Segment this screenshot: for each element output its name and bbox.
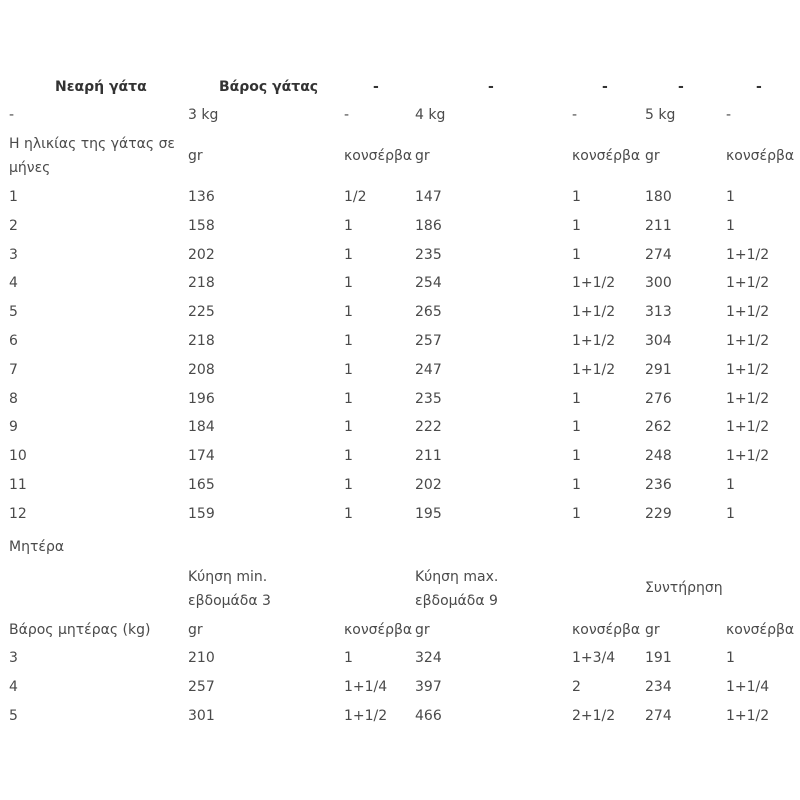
mother-row-cell: 234: [645, 679, 672, 695]
kitten-row-cell: 1: [344, 390, 353, 407]
mother-row-cell: 5: [9, 708, 18, 724]
kitten-row-cell: 1: [572, 390, 581, 407]
kitten-row-cell: 159: [188, 505, 215, 522]
kitten-row-cell: 3: [9, 246, 18, 263]
kitten-row-cell: 248: [645, 448, 672, 465]
kitten-row-cell: 265: [415, 304, 442, 321]
kitten-row-cell: 2: [9, 217, 18, 234]
phase-label: Συντήρηση: [645, 580, 723, 596]
kitten-row-cell: 202: [188, 246, 215, 263]
kitten-row-cell: 1: [572, 419, 581, 436]
kitten-row-cell: 211: [415, 448, 442, 465]
kitten-row-cell: 1: [344, 246, 353, 263]
kitten-row-cell: 180: [645, 189, 672, 205]
mother-weight-label: Βάρος μητέρας (kg): [9, 622, 151, 638]
unit-label: gr: [188, 622, 203, 638]
mother-row-cell: 274: [645, 708, 672, 724]
weights-cell: -: [572, 107, 578, 123]
weights-cell: 5 kg: [645, 107, 676, 123]
mother-row-cell: 1+1/4: [726, 679, 770, 695]
kitten-row-cell: 1+1/2: [726, 304, 770, 321]
kitten-row-cell: 7: [9, 361, 18, 378]
kitten-row-cell: 1: [572, 477, 581, 493]
kitten-row-cell: 1+1/2: [726, 390, 770, 407]
kitten-row-cell: 1+1/2: [726, 246, 770, 263]
kitten-row-cell: 1: [344, 419, 353, 436]
unit-label: gr: [645, 622, 660, 638]
weights-cell: -: [9, 107, 15, 123]
mother-row-cell: 1: [726, 650, 735, 666]
weights-cell: 3 kg: [188, 107, 219, 123]
kitten-row-cell: 1: [572, 448, 581, 465]
kitten-row-cell: 11: [9, 477, 27, 493]
unit-label: gr: [415, 148, 430, 164]
unit-label: κονσέρβα: [572, 622, 641, 638]
kitten-row-cell: 174: [188, 448, 215, 465]
kitten-row-cell: 304: [645, 333, 672, 349]
kitten-row-cell: 1: [572, 505, 581, 522]
unit-label: κονσέρβα: [726, 148, 795, 164]
kitten-row-cell: 229: [645, 505, 672, 522]
kitten-row-cell: 257: [415, 333, 442, 349]
mother-row-cell: 3: [9, 650, 18, 666]
kitten-row-cell: 313: [645, 304, 672, 321]
header-dash: -: [373, 79, 379, 95]
kitten-row-cell: 1+1/2: [572, 304, 616, 321]
kitten-row-cell: 236: [645, 477, 672, 493]
kitten-row-cell: 1: [344, 505, 353, 522]
header-dash: -: [602, 79, 608, 95]
kitten-row-cell: 1: [344, 448, 353, 465]
kitten-row-cell: 247: [415, 361, 442, 378]
kitten-row-cell: 1: [344, 361, 353, 378]
kitten-row-cell: 6: [9, 333, 18, 349]
phase-label: Κύηση max. εβδομάδα 9: [415, 569, 499, 609]
kitten-row-cell: 211: [645, 217, 672, 234]
age-months-label: Η ηλικίας της γάτας σε μήνες: [9, 136, 176, 176]
mother-row-cell: 1+1/2: [726, 708, 770, 724]
kitten-row-cell: 1+1/2: [572, 361, 616, 378]
kitten-row-cell: 1: [726, 217, 735, 234]
kitten-row-cell: 222: [415, 419, 442, 436]
unit-label: gr: [645, 148, 660, 164]
mother-row-cell: 2: [572, 679, 581, 695]
kitten-row-cell: 262: [645, 419, 672, 436]
kitten-row-cell: 1: [726, 505, 735, 522]
kitten-row-cell: 1: [726, 477, 735, 493]
header-young-cat: Νεαρή γάτα: [55, 79, 147, 95]
kitten-row-cell: 136: [188, 189, 215, 205]
header-cat-weight: Βάρος γάτας: [219, 79, 319, 95]
header-dash: -: [678, 79, 684, 95]
kitten-row-cell: 158: [188, 217, 215, 234]
unit-label: κονσέρβα: [726, 622, 795, 638]
header-dash: -: [756, 79, 762, 95]
kitten-row-cell: 4: [9, 275, 18, 292]
kitten-row-cell: 10: [9, 448, 27, 465]
kitten-row-cell: 1+1/2: [572, 333, 616, 349]
mother-row-cell: 1+3/4: [572, 650, 616, 666]
kitten-row-cell: 1+1/2: [726, 448, 770, 465]
mother-row-cell: 210: [188, 650, 215, 666]
kitten-row-cell: 274: [645, 246, 672, 263]
kitten-row-cell: 235: [415, 246, 442, 263]
kitten-row-cell: 1+1/2: [726, 333, 770, 349]
kitten-row-cell: 208: [188, 361, 215, 378]
mother-row-cell: 1+1/2: [344, 708, 388, 724]
kitten-row-cell: 195: [415, 505, 442, 522]
kitten-row-cell: 165: [188, 477, 215, 493]
mother-row-cell: 2+1/2: [572, 708, 616, 724]
header-dash: -: [488, 79, 494, 95]
unit-label: κονσέρβα: [344, 622, 413, 638]
mother-row-cell: 257: [188, 679, 215, 695]
kitten-row-cell: 225: [188, 304, 215, 321]
kitten-row-cell: 184: [188, 419, 215, 436]
kitten-row-cell: 1: [572, 246, 581, 263]
mother-row-cell: 466: [415, 708, 442, 724]
kitten-row-cell: 1/2: [344, 189, 367, 205]
unit-label: gr: [415, 622, 430, 638]
kitten-row-cell: 235: [415, 390, 442, 407]
mother-row-cell: 324: [415, 650, 442, 666]
unit-label: gr: [188, 148, 203, 164]
kitten-row-cell: 1+1/2: [572, 275, 616, 292]
mother-row-cell: 397: [415, 679, 442, 695]
kitten-row-cell: 147: [415, 189, 442, 205]
kitten-row-cell: 1: [9, 189, 18, 205]
kitten-row-cell: 5: [9, 304, 18, 321]
kitten-row-cell: 1+1/2: [726, 419, 770, 436]
kitten-row-cell: 1+1/2: [726, 361, 770, 378]
mother-row-cell: 4: [9, 679, 18, 695]
kitten-row-cell: 1: [344, 477, 353, 493]
weights-cell: -: [726, 107, 732, 123]
kitten-row-cell: 1: [572, 217, 581, 234]
unit-label: κονσέρβα: [572, 148, 641, 164]
kitten-row-cell: 1: [344, 333, 353, 349]
kitten-row-cell: 1: [572, 189, 581, 205]
mother-row-cell: 1+1/4: [344, 679, 388, 695]
kitten-row-cell: 1+1/2: [726, 275, 770, 292]
kitten-row-cell: 300: [645, 275, 672, 292]
unit-label: κονσέρβα: [344, 148, 413, 164]
mother-row-cell: 1: [344, 650, 353, 666]
kitten-row-cell: 1: [344, 275, 353, 292]
kitten-row-cell: 9: [9, 419, 18, 436]
kitten-row-cell: 1: [344, 304, 353, 321]
kitten-row-cell: 254: [415, 275, 442, 292]
kitten-row-cell: 196: [188, 390, 215, 407]
mother-row-cell: 191: [645, 650, 672, 666]
mother-section-title: Μητέρα: [9, 539, 65, 555]
kitten-row-cell: 1: [726, 189, 735, 205]
kitten-row-cell: 8: [9, 390, 18, 407]
weights-cell: -: [344, 107, 350, 123]
kitten-row-cell: 1: [344, 217, 353, 234]
kitten-row-cell: 276: [645, 390, 672, 407]
kitten-row-cell: 218: [188, 275, 215, 292]
kitten-row-cell: 291: [645, 361, 672, 378]
phase-label: Κύηση min. εβδομάδα 3: [188, 569, 271, 609]
weights-cell: 4 kg: [415, 107, 446, 123]
kitten-row-cell: 12: [9, 505, 27, 522]
kitten-row-cell: 218: [188, 333, 215, 349]
mother-row-cell: 301: [188, 708, 215, 724]
kitten-row-cell: 202: [415, 477, 442, 493]
kitten-row-cell: 186: [415, 217, 442, 234]
